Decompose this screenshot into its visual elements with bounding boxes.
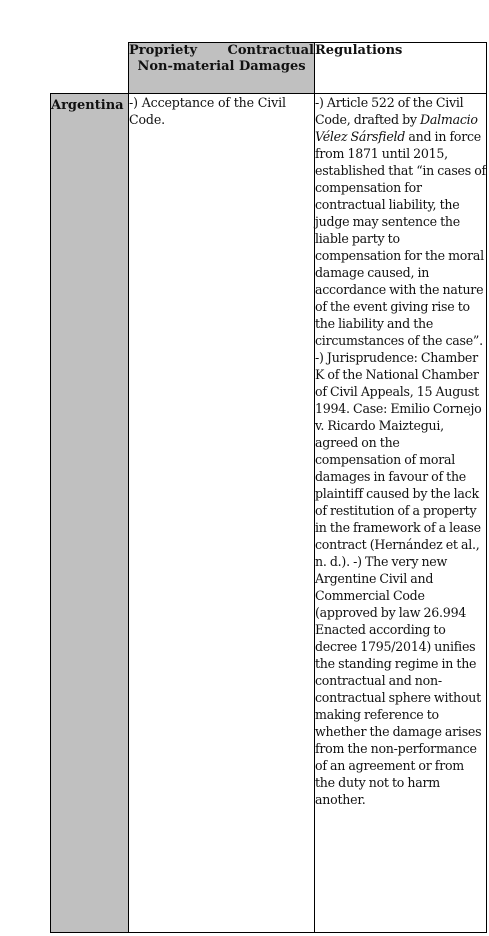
regulations-text-part2: and in force from 1871 until 2015, established that “in cases of compensation for contractual liability, the judge may sentence the liable party to compensation for the moral damage caused, in accordance with the nature of the event giving rise to the liability and the circumstances of the case”. -) Jurisprudence: Chamber K of the National Chamber of Civil Appeals, 15 August 1994. Case: Emilio Cornejo v. Ricardo Maiztegui, agreed on the compensation of moral damages in favour of the plaintiff caused by the lack of restitution of a property in the framework of a lease contract (Hernández et al., n. d.). -) The very new Argentine Civil and Commercial Code (approved by law 26.994 Enacted according to decree 1795/2014) unifies the standing regime in the contractual and non-contractual sphere without making reference to whether the damage arises from the non-performance of an agreement or from the duty not to harm another. xyxy=(315,129,486,807)
header-propriety xyxy=(129,43,315,94)
header-propriety-line2: Non-material Damages xyxy=(137,59,306,74)
comparison-table xyxy=(50,42,487,933)
header-regulations: Regulations xyxy=(315,43,487,94)
header-contractual-word: Contractual xyxy=(227,43,314,58)
regulations-cell xyxy=(315,94,487,933)
header-propriety-word: Propriety xyxy=(129,43,198,58)
blank-corner-cell xyxy=(51,43,129,94)
header-propriety-line1 xyxy=(129,43,314,59)
propriety-cell xyxy=(129,94,315,933)
country-name: Argentina xyxy=(51,98,124,113)
country-cell xyxy=(51,94,129,933)
regulations-author-name: Dalmacio Vélez Sársfield xyxy=(315,112,478,144)
table-row xyxy=(51,94,487,933)
propriety-text: -) Acceptance of the Civil Code. xyxy=(129,95,286,127)
regulations-text xyxy=(315,94,486,808)
regulations-text-part1: -) Article 522 of the Civil Code, drafted by xyxy=(315,95,464,127)
header-row xyxy=(51,43,487,94)
